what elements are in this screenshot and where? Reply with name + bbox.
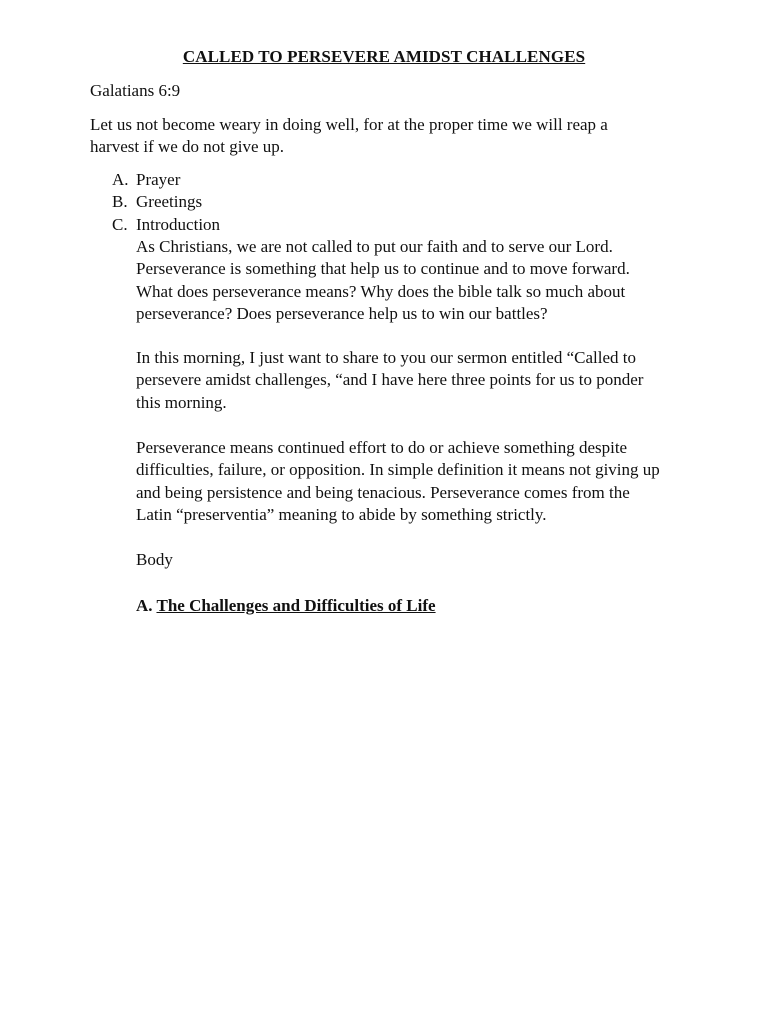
outline-item-greetings [112,191,220,213]
paragraph-line: As Christians, we are not called to put our faith and to serve our Lord. [136,237,613,256]
intro-paragraph-1 [136,236,696,326]
paragraph-line: What does perseverance means? Why does the bible talk so much about [136,281,626,301]
paragraph-line: Perseverance is something that help us to continue and to move forward. [136,259,630,279]
scripture-verse [90,114,690,159]
paragraph-line: Latin “preserventia” meaning to abide by something strictly. [136,505,547,525]
outline-item-prayer [112,169,220,191]
verse-line: Let us not become weary in doing well, for at the proper time we will reap a [90,115,608,134]
outline-item-introduction [112,214,220,236]
outline-letter: B. [112,192,128,212]
outline-label: Introduction [136,214,221,234]
outline-label: Greetings [136,192,203,212]
outline-label: Prayer [136,170,181,189]
scripture-reference: Galatians 6:9 [90,81,181,100]
page-title: CALLED TO PERSEVERE AMIDST CHALLENGES [182,47,586,66]
verse-line: harvest if we do not give up. [90,137,285,157]
section-title: The Challenges and Difficulties of Life [156,596,436,615]
section-heading-a [136,595,436,617]
paragraph-line: perseverance? Does perseverance help us to win our battles? [136,304,548,324]
body-label: Body [136,550,173,569]
outline-letter: A. [112,170,129,189]
paragraph-line: In this morning, I just want to share to you our sermon entitled “Called to [136,348,636,367]
paragraph-line: difficulties, failure, or opposition. In simple definition it means not giving up [136,460,660,480]
sermon-outline [112,169,220,236]
intro-paragraph-3 [136,437,696,527]
intro-paragraph-2 [136,347,696,414]
outline-letter: C. [112,214,128,234]
paragraph-line: Perseverance means continued effort to do or achieve something despite [136,438,628,457]
paragraph-line: and being persistence and being tenacious. Perseverance comes from the [136,482,630,502]
paragraph-line: this morning. [136,392,227,412]
paragraph-line: persevere amidst challenges, “and I have here three points for us to ponder [136,370,644,390]
section-letter: A. [136,596,153,615]
